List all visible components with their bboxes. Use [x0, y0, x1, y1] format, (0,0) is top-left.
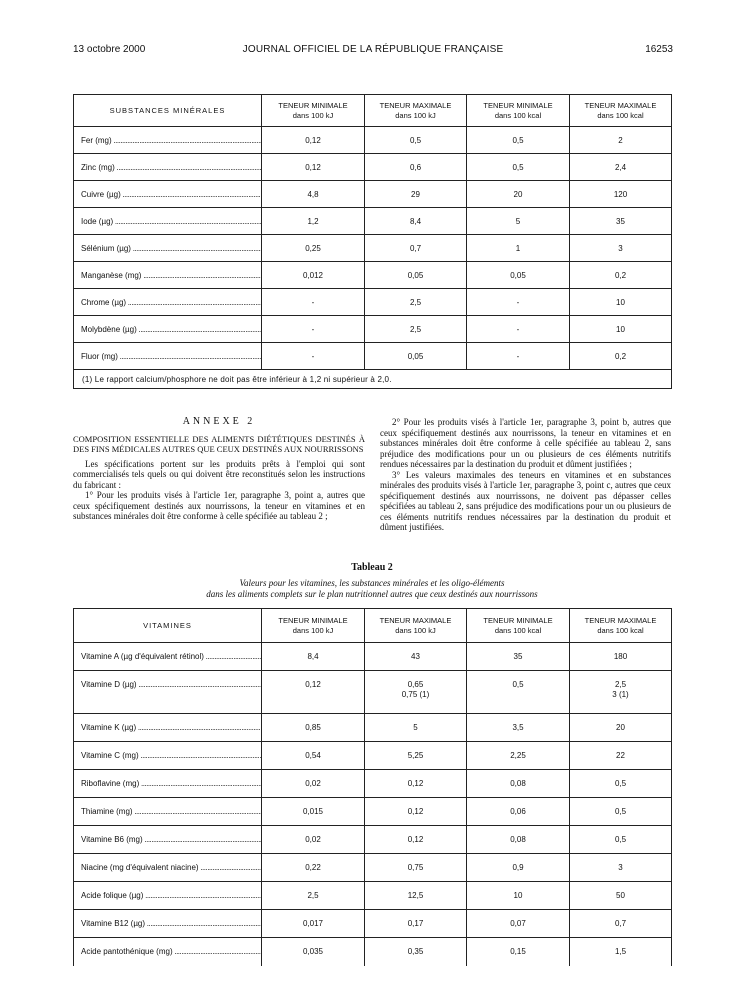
cell-value: 0,08 [467, 770, 570, 798]
cell-value: 0,12 [262, 127, 365, 154]
cell-value: 120 [570, 181, 672, 208]
column-header-line-2: dans 100 kcal [494, 625, 542, 635]
cell-value: 2,5 [365, 289, 467, 316]
row-label [74, 671, 262, 714]
column-header [262, 609, 365, 643]
annexe-subtitle: COMPOSITION ESSENTIELLE DES ALIMENTS DIÉTÉTIQUES DESTINÉS À DES FINS MÉDICALES AUTRES QUE CEUX DESTINÉS AUX NOURRISSONS [73, 433, 365, 454]
cell-value: 0,05 [467, 262, 570, 289]
cell-value: 4,8 [262, 181, 365, 208]
row-label [74, 235, 262, 262]
table2-title: Tableau 2 [351, 562, 393, 573]
table2-subtitle-line-1: Valeurs pour les vitamines, les substances minérales et les oligo-éléments [239, 578, 505, 588]
table-row [74, 714, 672, 742]
cell-value [570, 671, 672, 714]
cell-value: 0,6 [365, 154, 467, 181]
column-header [262, 95, 365, 127]
cell-value: 0,2 [570, 343, 672, 370]
row-label-text: Acide pantothénique (mg) ..... [81, 947, 262, 956]
cell-value: 0,5 [365, 127, 467, 154]
row-label-text: Niacine (mg d'équivalent niacine) ..... [81, 863, 262, 872]
vitamins-table [73, 608, 672, 966]
cell-value: 12,5 [365, 882, 467, 910]
column-header [467, 95, 570, 127]
table-row [74, 235, 672, 262]
row-label [74, 770, 262, 798]
column-header-line-2: dans 100 kcal [597, 625, 644, 635]
cell-value: 0,05 [365, 343, 467, 370]
cell-value-line-1: 2,5 [614, 680, 627, 689]
header-date: 13 octobre 2000 [73, 44, 146, 55]
cell-value: 0,02 [262, 826, 365, 854]
row-label [74, 714, 262, 742]
table-row [74, 826, 672, 854]
cell-value: 0,12 [262, 154, 365, 181]
column-header-line-2: dans 100 kJ [292, 625, 334, 635]
annexe-paragraph-3: 2° Pour les produits visés à l'article 1er, paragraphe 3, point b, autres que ceux spécifiquement destinés aux nourrissons, la teneur en vitamines et en substances minérales doit être conforme à celle spécifiée au tableau 2, sans préjudice des modifications pour un ou plusieurs de ces éléments nutritifs rendues nécessaires par la destination du produit et dûment justifiées ; [380, 417, 671, 469]
column-header-line-1: TENEUR MAXIMALE [379, 615, 452, 625]
column-header [365, 609, 467, 643]
cell-value: 2,5 [262, 882, 365, 910]
cell-value: 1,5 [570, 938, 672, 966]
cell-value: 35 [570, 208, 672, 235]
row-label [74, 643, 262, 671]
cell-value: 2,4 [570, 154, 672, 181]
cell-value: 0,5 [570, 798, 672, 826]
cell-value: 0,5 [570, 770, 672, 798]
row-label-text: Fer (mg) ..... [81, 136, 262, 145]
row-label [74, 882, 262, 910]
cell-value: - [262, 343, 365, 370]
cell-value: 0,7 [365, 235, 467, 262]
cell-value: 5 [467, 208, 570, 235]
cell-value: 0,017 [262, 910, 365, 938]
cell-value-line-1: 0,65 [407, 680, 424, 689]
cell-value: 3 [570, 235, 672, 262]
cell-value: - [467, 316, 570, 343]
cell-value: 0,12 [262, 671, 365, 714]
cell-value: 0,25 [262, 235, 365, 262]
cell-value: 43 [365, 643, 467, 671]
table-row [74, 742, 672, 770]
cell-value: 10 [570, 316, 672, 343]
row-label [74, 181, 262, 208]
cell-value-line-2: 0,75 (1) [401, 690, 430, 699]
cell-value [365, 671, 467, 714]
cell-value: 2 [570, 127, 672, 154]
table-row [74, 910, 672, 938]
table-row [74, 798, 672, 826]
column-header [467, 609, 570, 643]
row-label [74, 127, 262, 154]
table-row [74, 938, 672, 966]
cell-value: 2,5 [365, 316, 467, 343]
table-row [74, 770, 672, 798]
row-label-text: Cuivre (µg) ..... [81, 190, 262, 199]
cell-value: 0,54 [262, 742, 365, 770]
table-note-row [74, 370, 672, 389]
cell-value: 1 [467, 235, 570, 262]
row-label-text: Vitamine A (µg d'équivalent rétinol) ..... [81, 652, 262, 661]
cell-value: 0,08 [467, 826, 570, 854]
column-header-line-1: TENEUR MAXIMALE [584, 615, 657, 625]
cell-value: 0,22 [262, 854, 365, 882]
cell-value: 0,2 [570, 262, 672, 289]
cell-value: 180 [570, 643, 672, 671]
row-label-text: Thiamine (mg) ..... [81, 807, 262, 816]
row-label [74, 854, 262, 882]
cell-value: 0,12 [365, 770, 467, 798]
cell-value: 3 [570, 854, 672, 882]
cell-value: 0,05 [365, 262, 467, 289]
column-header-line-1: TENEUR MAXIMALE [379, 100, 452, 110]
table-row [74, 154, 672, 181]
cell-value: 0,9 [467, 854, 570, 882]
cell-value: 0,5 [570, 826, 672, 854]
row-label-text: Sélénium (µg) ..... [81, 244, 262, 253]
cell-value: 0,5 [467, 671, 570, 714]
cell-value: - [467, 343, 570, 370]
row-label [74, 262, 262, 289]
cell-value: 50 [570, 882, 672, 910]
cell-value: 0,07 [467, 910, 570, 938]
row-label [74, 289, 262, 316]
table2-subtitle [73, 578, 671, 599]
table-row [74, 127, 672, 154]
column-header: SUBSTANCES MINÉRALES [74, 95, 262, 127]
column-header-line-1: TENEUR MINIMALE [278, 100, 348, 110]
table-row [74, 643, 672, 671]
cell-value: 0,12 [365, 798, 467, 826]
row-label [74, 798, 262, 826]
cell-value: 0,5 [467, 127, 570, 154]
column-header: VITAMINES [74, 609, 262, 643]
table-row [74, 854, 672, 882]
cell-value: 0,17 [365, 910, 467, 938]
table-row [74, 343, 672, 370]
cell-value: 5 [365, 714, 467, 742]
page-header [73, 44, 673, 58]
cell-value: 10 [467, 882, 570, 910]
column-header-line-2: dans 100 kJ [395, 110, 436, 120]
row-label-text: Molybdène (µg) ..... [81, 325, 262, 334]
annexe-paragraph-1: Les spécifications portent sur les produits prêts à l'emploi qui sont commercialisés tels quels ou qui doivent être reconstitués selon les instructions du fabricant : [73, 458, 365, 490]
table2-subtitle-line-2: dans les aliments complets sur le plan nutritionnel autres que ceux destinés aux nourrissons [206, 588, 538, 599]
cell-value: 0,015 [262, 798, 365, 826]
row-label-text: Riboflavine (mg) ..... [81, 779, 262, 788]
table-row [74, 671, 672, 714]
minerals-table [73, 94, 672, 389]
annexe-paragraph-2: 1° Pour les produits visés à l'article 1er, paragraphe 3, point a, autres que ceux spécifiquement destinés aux nourrissons, la teneur en vitamines et en substances minérales doit être conforme à celle spécifiée au tableau 2 ; [73, 490, 365, 521]
column-header-line-1: TENEUR MINIMALE [278, 615, 348, 625]
annexe-title: ANNEXE 2 [182, 416, 256, 427]
row-label-text: Acide folique (µg) ..... [81, 891, 262, 900]
cell-value: - [467, 289, 570, 316]
row-label-text: Iode (µg) ..... [81, 217, 262, 226]
cell-value: 22 [570, 742, 672, 770]
column-header-line-2: dans 100 kcal [494, 110, 542, 120]
column-header [570, 95, 672, 127]
header-page-number: 16253 [645, 44, 673, 55]
row-label [74, 154, 262, 181]
row-label-text: Chrome (µg) ..... [81, 298, 262, 307]
cell-value: 35 [467, 643, 570, 671]
cell-value: 8,4 [262, 643, 365, 671]
cell-value: 3,5 [467, 714, 570, 742]
cell-value: 0,035 [262, 938, 365, 966]
cell-value: 0,35 [365, 938, 467, 966]
cell-value: 2,25 [467, 742, 570, 770]
row-label [74, 938, 262, 966]
row-label [74, 742, 262, 770]
column-header-line-1: TENEUR MINIMALE [483, 615, 553, 625]
cell-value: 0,7 [570, 910, 672, 938]
annexe-paragraph-4: 3° Les valeurs maximales des teneurs en vitamines et en substances minérales des produits visés à l'article 1er, paragraphe 3, point c, autres que ceux spécifiquement destinés aux nourrissons, ne doivent pas dépasser celles spécifiées au tableau 2, sans préjudice des modifications pour un ou plusieurs de ces éléments nutritifs rendues nécessaires par la destination du produit et dûment justifiées. [380, 469, 671, 532]
table-row [74, 316, 672, 343]
column-header [365, 95, 467, 127]
row-label-text: Vitamine K (µg) ..... [81, 723, 262, 732]
cell-value: 0,02 [262, 770, 365, 798]
row-label [74, 343, 262, 370]
cell-value: 10 [570, 289, 672, 316]
row-label [74, 826, 262, 854]
column-header [570, 609, 672, 643]
table-footnote: (1) Le rapport calcium/phosphore ne doit pas être inférieur à 1,2 ni supérieur à 2,0. [74, 370, 672, 389]
table-row [74, 882, 672, 910]
column-header-line-1: TENEUR MINIMALE [483, 100, 553, 110]
cell-value-line-2: 3 (1) [612, 690, 629, 699]
row-label [74, 208, 262, 235]
table-row [74, 181, 672, 208]
cell-value: 1,2 [262, 208, 365, 235]
cell-value: 0,85 [262, 714, 365, 742]
row-label-text: Vitamine B12 (µg) ..... [81, 919, 262, 928]
cell-value: 0,012 [262, 262, 365, 289]
row-label-text: Vitamine B6 (mg) ..... [81, 835, 262, 844]
cell-value: 5,25 [365, 742, 467, 770]
cell-value: - [262, 316, 365, 343]
row-label-text: Fluor (mg) ..... [81, 352, 262, 361]
row-label [74, 910, 262, 938]
cell-value: 0,75 [365, 854, 467, 882]
row-label-text: Zinc (mg) ..... [81, 163, 262, 172]
cell-value: 20 [467, 181, 570, 208]
row-label-text: Vitamine D (µg) ..... [81, 680, 262, 689]
table-row [74, 289, 672, 316]
header-journal-title: JOURNAL OFFICIEL DE LA RÉPUBLIQUE FRANÇAISE [242, 44, 504, 55]
row-label-text: Manganèse (mg) ..... [81, 271, 262, 280]
column-header-line-2: dans 100 kJ [395, 625, 436, 635]
column-header-line-2: dans 100 kcal [597, 110, 644, 120]
column-header-line-1: TENEUR MAXIMALE [584, 100, 657, 110]
table-row [74, 262, 672, 289]
annexe-left-column [73, 417, 365, 522]
row-label-text: Vitamine C (mg) ..... [81, 751, 262, 760]
cell-value: 0,15 [467, 938, 570, 966]
cell-value: 0,12 [365, 826, 467, 854]
table-row [74, 208, 672, 235]
cell-value: 0,5 [467, 154, 570, 181]
annexe-right-column [380, 417, 671, 533]
cell-value: 29 [365, 181, 467, 208]
cell-value: - [262, 289, 365, 316]
cell-value: 8,4 [365, 208, 467, 235]
row-label [74, 316, 262, 343]
cell-value: 0,06 [467, 798, 570, 826]
cell-value: 20 [570, 714, 672, 742]
column-header-line-2: dans 100 kJ [292, 110, 334, 120]
